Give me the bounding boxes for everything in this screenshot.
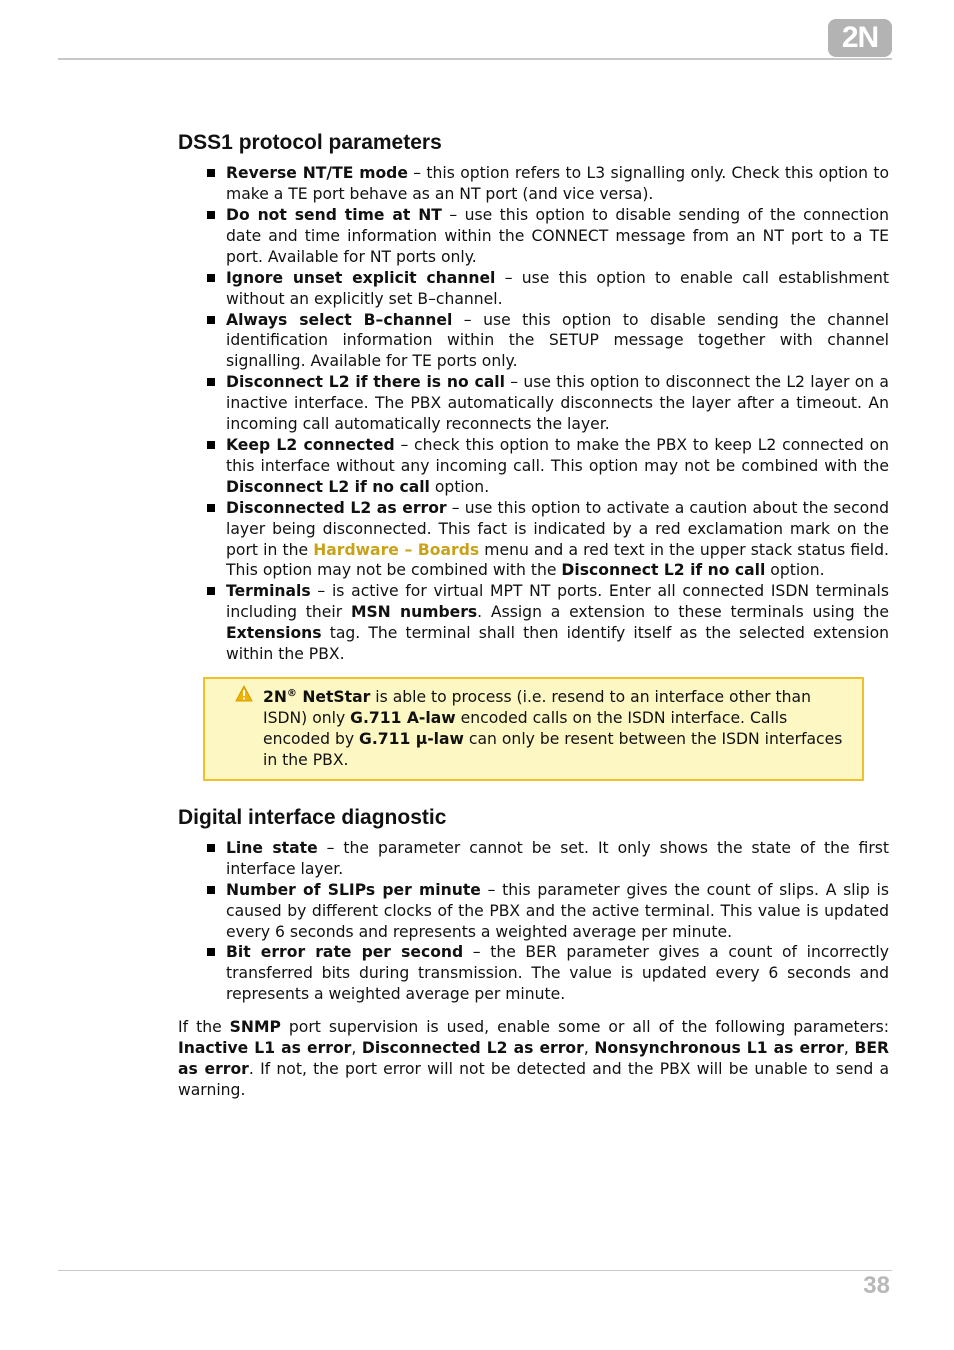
footer-rule (58, 1270, 892, 1271)
diagnostic-list (178, 838, 889, 1005)
list-item: Line state – the parameter cannot be set. It only shows the state of the first interface layer. (178, 838, 889, 880)
warning-note: 2N® NetStar is able to process (i.e. resend to an interface other than ISDN) only G.711 A-law encoded calls on the ISDN interface. Calls encoded by G.711 μ-law can only be resent between the ISDN interfaces in the PBX. (203, 677, 864, 781)
list-item: Reverse NT/TE mode – this option refers to L3 signalling only. Check this option to make a TE port behave as an NT port (and vice versa). (178, 163, 889, 205)
section-title-dss1: DSS1 protocol parameters (178, 131, 442, 154)
main-content (178, 130, 889, 1101)
snmp-paragraph: If the SNMP port supervision is used, enable some or all of the following parameters: Inactive L1 as error, Disconnected L2 as error, Nonsynchronous L1 as error, BER as error. If not, the port error will not be detected and the PBX will be unable to send a warning. (178, 1018, 890, 1099)
list-item: Do not send time at NT – use this option to disable sending of the connection date and time information within the CONNECT message from an NT port to a TE port. Available for NT ports only. (178, 205, 889, 268)
page-number: 38 (863, 1272, 890, 1299)
list-item: Keep L2 connected – check this option to make the PBX to keep L2 connected on this interface without any incoming call. This option may not be combined with the Disconnect L2 if no call option. (178, 435, 889, 498)
section-title-diagnostic: Digital interface diagnostic (178, 805, 447, 829)
dss1-parameter-list (178, 163, 889, 665)
list-item: Disconnect L2 if there is no call – use this option to disconnect the L2 layer on a inactive interface. The PBX automatically disconnects the layer after a timeout. An incoming call automatically reconnects the layer. (178, 372, 889, 435)
list-item: Ignore unset explicit channel – use this option to enable call establishment without an explicitly set B–channel. (178, 268, 889, 310)
logo-text: 2N (841, 21, 879, 54)
warning-icon (235, 685, 253, 702)
list-item: Terminals – is active for virtual MPT NT ports. Enter all connected ISDN terminals including their MSN numbers. Assign a extension to these terminals using the Extensions tag. The terminal shall then identify itself as the selected extension within the PBX. (178, 581, 889, 665)
brand-logo (828, 19, 892, 57)
header-rule (58, 58, 892, 60)
list-item: Always select B–channel – use this option to disable sending the channel identification information within the SETUP message together with channel signalling. Available for TE ports only. (178, 310, 889, 373)
list-item: Number of SLIPs per minute – this parameter gives the count of slips. A slip is caused by different clocks of the PBX and the active terminal. This value is updated every 6 seconds and represents a weighted average per minute. (178, 880, 889, 943)
list-item: Disconnected L2 as error – use this option to activate a caution about the second layer being disconnected. This fact is indicated by a red exclamation mark on the port in the Hardware – Boards menu and a red text in the upper stack status field. This option may not be combined with the Disconnect L2 if no call option. (178, 498, 889, 582)
hardware-boards-link[interactable]: Hardware – Boards (313, 540, 480, 559)
list-item: Bit error rate per second – the BER parameter gives a count of incorrectly transferred bits during transmission. The value is updated every 6 seconds and represents a weighted average per minute. (178, 942, 889, 1005)
